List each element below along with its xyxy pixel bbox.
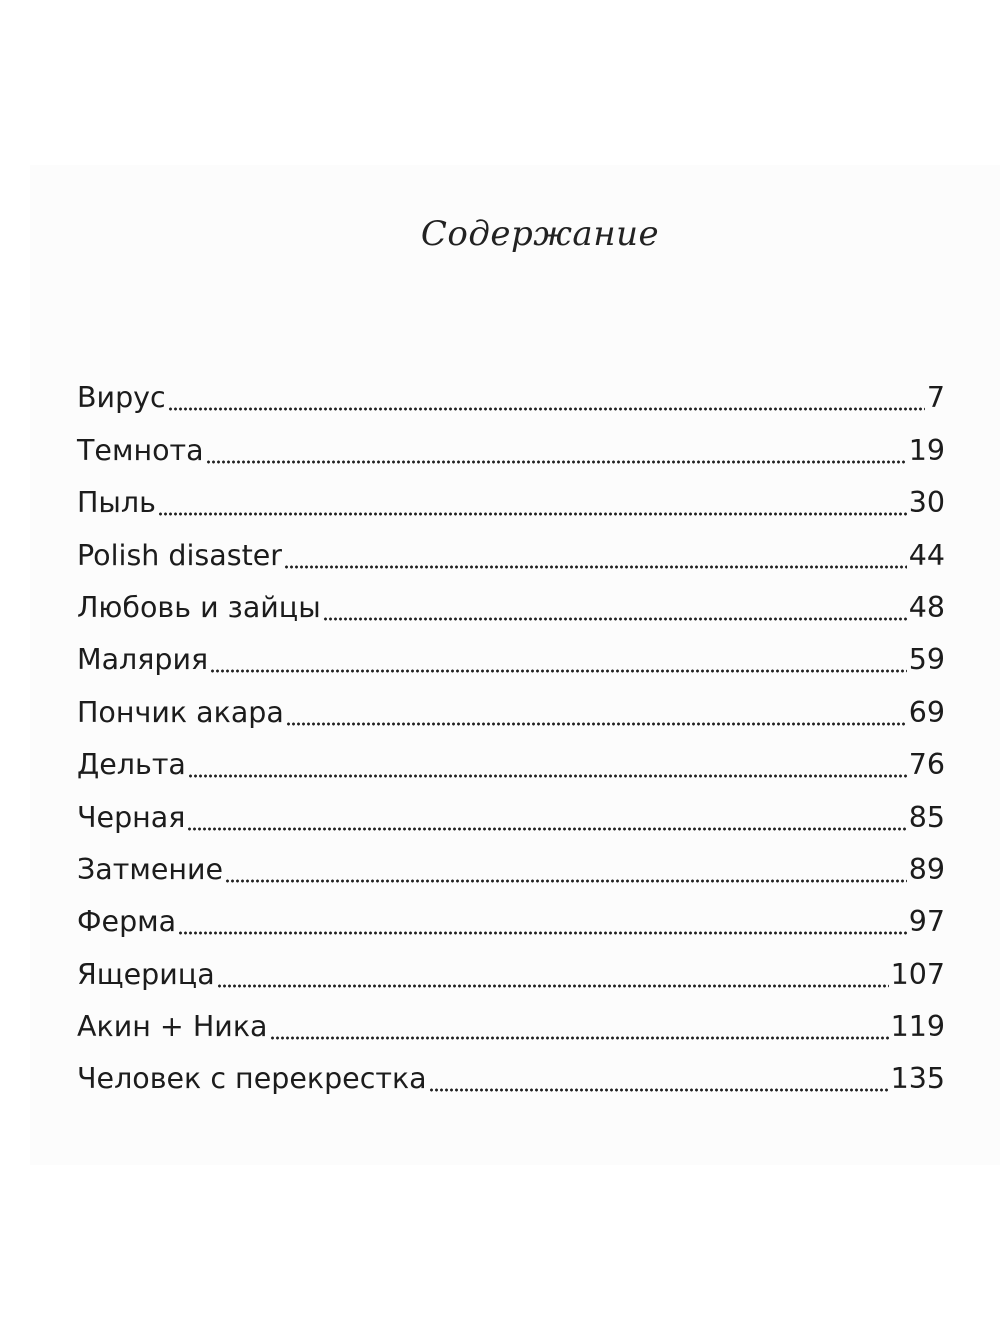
- toc-entry-title: Любовь и зайцы: [77, 590, 321, 624]
- toc-entry: [77, 791, 945, 843]
- toc-entry-page: 107: [890, 957, 945, 991]
- dot-leader: [225, 879, 907, 883]
- dot-leader: [187, 827, 906, 831]
- dot-leader: [210, 669, 907, 673]
- toc-entry-page: 44: [908, 538, 945, 572]
- toc-entry: [77, 686, 945, 738]
- toc-entry: [77, 896, 945, 948]
- toc-entry-page: 59: [908, 643, 945, 677]
- toc-entry: [77, 477, 945, 529]
- toc-entry: [77, 582, 945, 634]
- dot-leader: [158, 512, 907, 516]
- toc-entry: [77, 844, 945, 896]
- toc-entry-title: Черная: [77, 800, 186, 834]
- toc-entry-title: Пыль: [77, 486, 156, 520]
- toc-entry-page: 89: [908, 852, 945, 886]
- toc-entry-page: 97: [908, 905, 945, 939]
- dot-leader: [286, 722, 907, 726]
- toc-entry-page: 135: [890, 1062, 945, 1096]
- dot-leader: [217, 984, 889, 988]
- dot-leader: [178, 931, 907, 935]
- toc-entry-title: Polish disaster: [77, 538, 283, 572]
- toc-entry-page: 7: [926, 381, 945, 415]
- toc-entry: [77, 372, 945, 424]
- toc-entry: [77, 739, 945, 791]
- toc-entry-title: Акин + Ника: [77, 1010, 268, 1044]
- toc-entry: [77, 1053, 945, 1105]
- dot-leader: [168, 407, 925, 411]
- dot-leader: [270, 1036, 889, 1040]
- toc-entry: [77, 1001, 945, 1053]
- toc-entry-page: 119: [890, 1010, 945, 1044]
- dot-leader: [429, 1088, 889, 1092]
- toc-entry-title: Ящерица: [77, 957, 215, 991]
- toc-entry-title: Пончик акара: [77, 695, 284, 729]
- toc-entry: [77, 424, 945, 476]
- toc-entry-page: 85: [908, 800, 945, 834]
- toc-entry-title: Темнота: [77, 433, 204, 467]
- dot-leader: [284, 565, 907, 569]
- toc-entry-title: Малярия: [77, 643, 209, 677]
- toc-entry-title: Ферма: [77, 905, 177, 939]
- dot-leader: [323, 617, 907, 621]
- table-of-contents: [77, 372, 945, 1105]
- dot-leader: [188, 774, 907, 778]
- toc-entry-page: 48: [908, 590, 945, 624]
- toc-entry: [77, 529, 945, 581]
- toc-entry-title: Дельта: [77, 748, 186, 782]
- toc-entry-page: 69: [908, 695, 945, 729]
- toc-entry-title: Вирус: [77, 381, 166, 415]
- toc-entry-page: 30: [908, 486, 945, 520]
- toc-entry: [77, 634, 945, 686]
- toc-entry: [77, 948, 945, 1000]
- toc-entry-title: Затмение: [77, 852, 224, 886]
- toc-entry-page: 76: [908, 748, 945, 782]
- contents-heading: Содержание: [420, 214, 660, 254]
- toc-entry-title: Человек с перекрестка: [77, 1062, 427, 1096]
- toc-entry-page: 19: [908, 433, 945, 467]
- dot-leader: [206, 460, 907, 464]
